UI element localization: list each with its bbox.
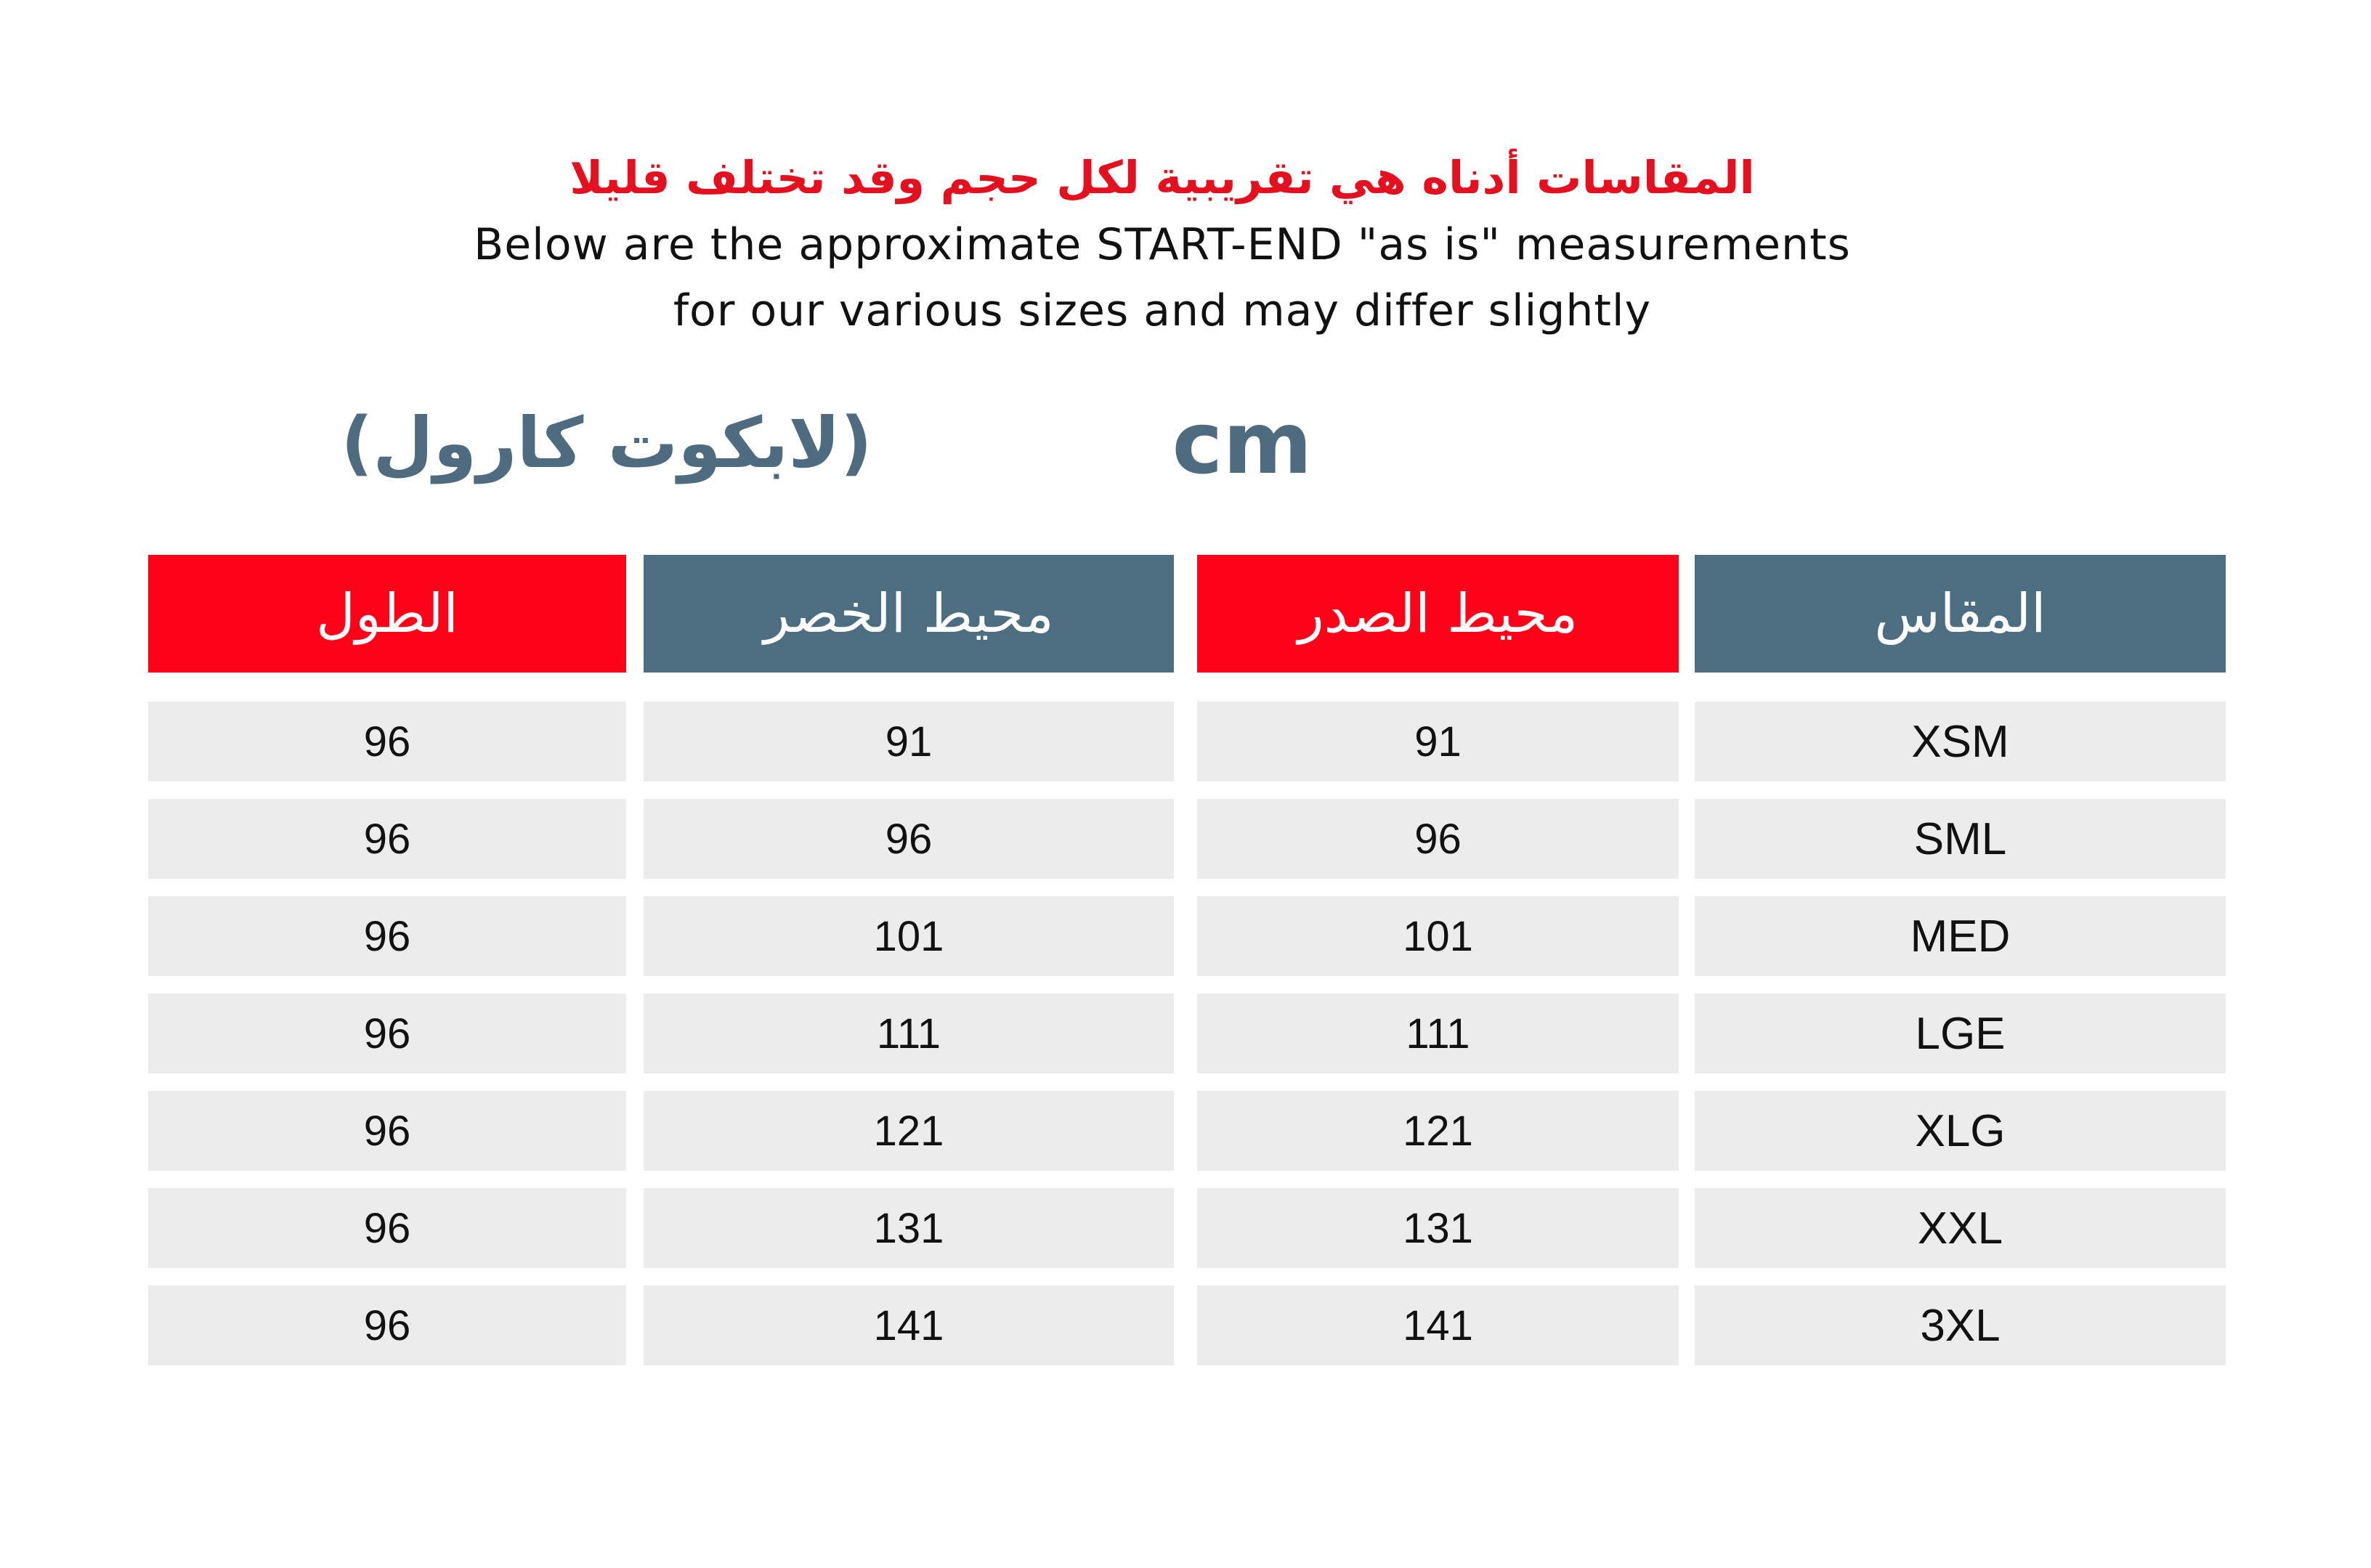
product-name: (لابكوت كارول) (341, 402, 872, 484)
header-chest: محيط الصدر (1197, 555, 1679, 673)
title-english-line-2: for our various sizes and may differ slightly (673, 285, 1652, 336)
table-cell: XXL (1695, 1188, 2226, 1268)
table-cell: 96 (148, 1091, 626, 1171)
table-cell: 101 (1197, 896, 1679, 976)
table-cell: 96 (644, 799, 1174, 879)
table-cell: 96 (148, 896, 626, 976)
table-cell: 131 (1197, 1188, 1679, 1268)
table-cell: 3XL (1695, 1285, 2226, 1365)
table-cell: 141 (644, 1285, 1174, 1365)
table-cell: 101 (644, 896, 1174, 976)
table-cell: 121 (644, 1091, 1174, 1171)
table-cell: XSM (1695, 702, 2226, 781)
table-cell: MED (1695, 896, 2226, 976)
header-size: المقاس (1695, 555, 2226, 673)
table-cell: 96 (148, 1188, 626, 1268)
table-cell: 141 (1197, 1285, 1679, 1365)
title-arabic: المقاسات أدناه هي تقريبية لكل حجم وقد تختلف قليلا (570, 151, 1755, 204)
table-cell: LGE (1695, 994, 2226, 1073)
table-cell: 91 (644, 702, 1174, 781)
header-length: الطول (148, 555, 626, 673)
table-cell: 111 (644, 994, 1174, 1073)
table-cell: 121 (1197, 1091, 1679, 1171)
table-cell: 96 (148, 1285, 626, 1365)
column-waist (644, 555, 1174, 1383)
column-chest (1197, 555, 1679, 1383)
table-cell: 96 (1197, 799, 1679, 879)
table-cell: 131 (644, 1188, 1174, 1268)
table-cell: 96 (148, 994, 626, 1073)
column-length (148, 555, 626, 1383)
table-cell: 91 (1197, 702, 1679, 781)
unit-label: cm (1172, 393, 1313, 493)
table-cell: 111 (1197, 994, 1679, 1073)
column-size (1695, 555, 2226, 1383)
table-cell: 96 (148, 799, 626, 879)
header-waist: محيط الخصر (644, 555, 1174, 673)
title-english-line-1: Below are the approximate START-END "as is" measurements (474, 219, 1851, 270)
table-cell: XLG (1695, 1091, 2226, 1171)
table-cell: SML (1695, 799, 2226, 879)
table-cell: 96 (148, 702, 626, 781)
